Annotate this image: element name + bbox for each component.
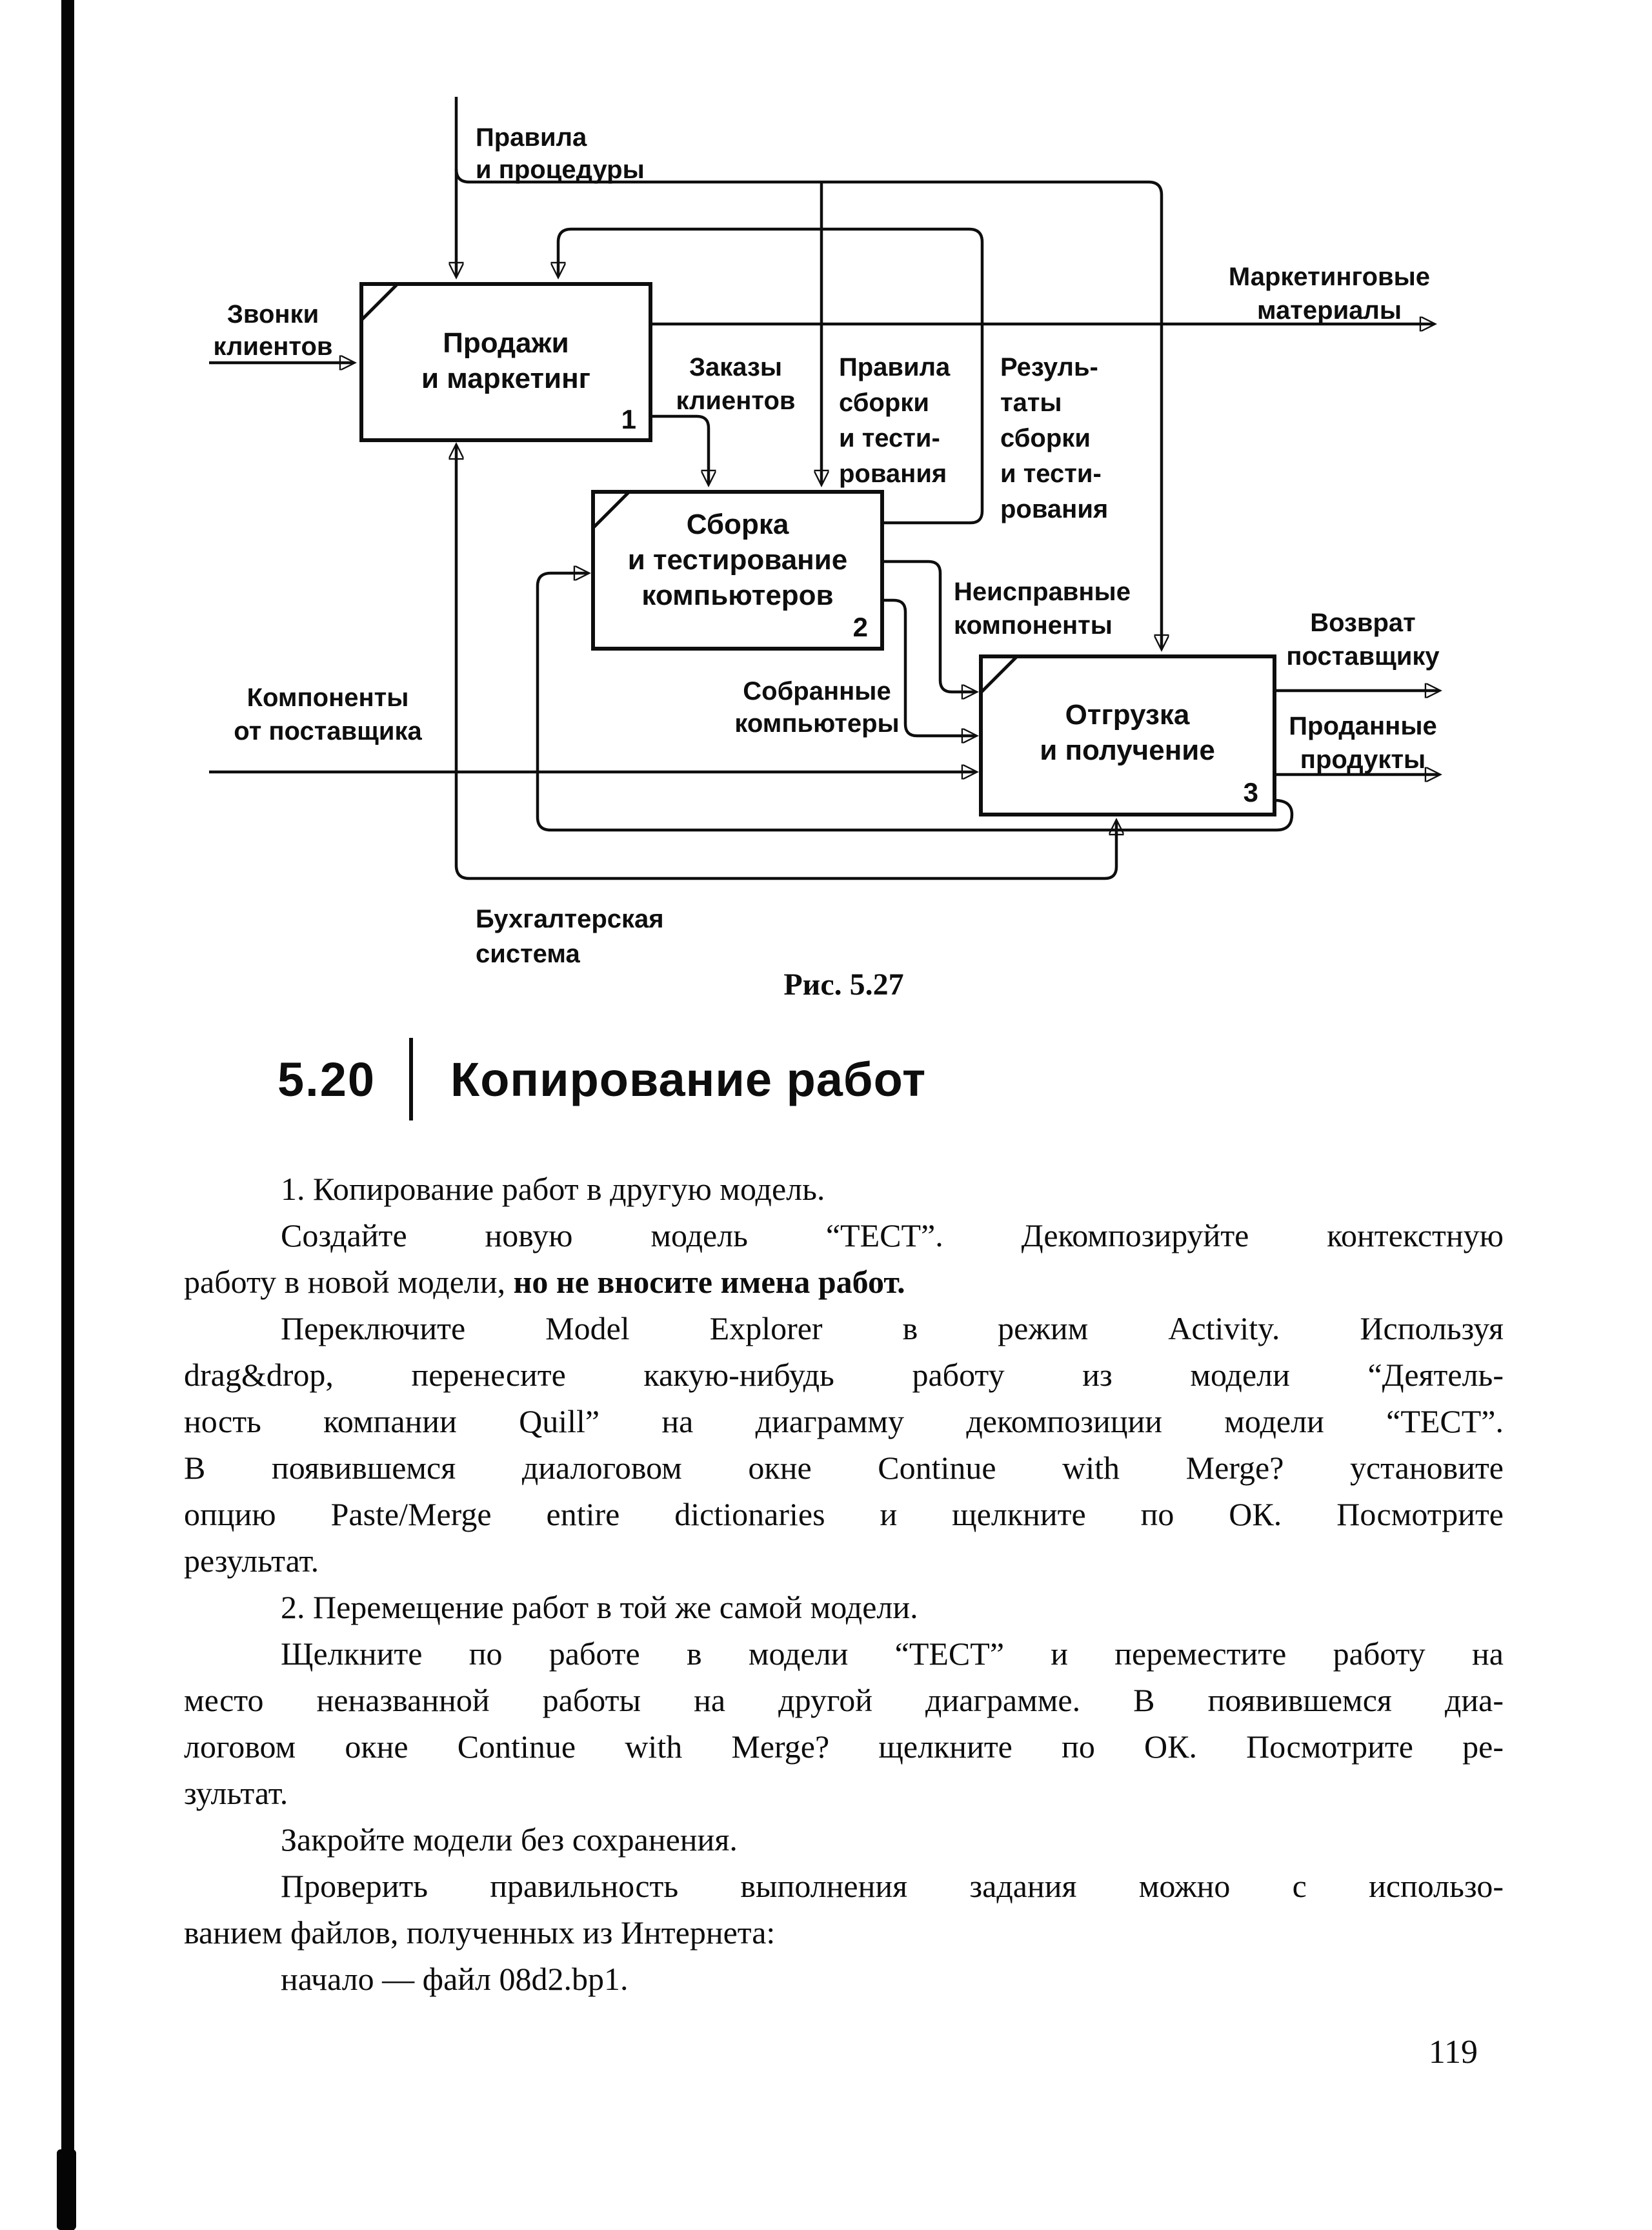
body-line-text: логовом окне Continue with Merge? щелкните по ОК. Посмотрите ре- [184, 1728, 1504, 1765]
box-number: 1 [621, 404, 636, 434]
label-client-calls: Звонки [227, 300, 319, 329]
body-line [184, 1537, 1504, 1584]
body-line-text: В появившемся диалоговом окне Continue with Merge? установите [184, 1450, 1504, 1486]
label-components-from-supplier: Компоненты [247, 684, 409, 712]
body-line [184, 1166, 1504, 1212]
box-assembly-testing-label: компьютеров [641, 580, 834, 611]
box-sales-marketing [361, 284, 650, 440]
label-assembly-rules: рования [839, 460, 947, 488]
label-return-to-supplier: Возврат [1310, 609, 1416, 637]
label-assembly-results: Резуль- [1000, 353, 1098, 381]
label-return-to-supplier: поставщику [1286, 642, 1440, 671]
body-line [184, 1630, 1504, 1677]
label-assembly-results: таты [1000, 389, 1062, 417]
body-line-text: Щелкните по работе в модели “ТЕСТ” и переместите работу на [281, 1636, 1504, 1672]
label-assembly-rules: и тести- [839, 424, 940, 452]
heading-divider [409, 1038, 413, 1120]
body-line-text: результат. [184, 1543, 319, 1579]
label-components-from-supplier: от поставщика [234, 717, 422, 745]
body-line [184, 1444, 1504, 1491]
section-number: 5.20 [277, 1052, 376, 1106]
body-line-text: зультат. [184, 1775, 288, 1811]
body-line [184, 1259, 1504, 1305]
body-line [184, 1212, 1504, 1259]
scan-gutter-bar-foot [57, 2149, 76, 2230]
body-line [184, 1491, 1504, 1537]
page-number: 119 [1428, 2034, 1478, 2071]
label-rules-procedures: и процедуры [476, 156, 645, 184]
body-line [184, 1956, 1504, 2002]
label-assembly-rules: сборки [839, 389, 929, 417]
body-line [184, 1352, 1504, 1398]
body-line-text: Переключите Model Explorer в режим Activity. Используя [281, 1310, 1504, 1346]
label-faulty-components: компоненты [954, 611, 1113, 640]
label-assembled-computers: компьютеры [734, 709, 900, 738]
body-line [184, 1677, 1504, 1723]
body-line [184, 1816, 1504, 1863]
arrow-client-orders [650, 416, 709, 484]
body-line-text: 2. Перемещение работ в той же самой модели. [281, 1589, 918, 1625]
label-assembled-computers: Собранные [743, 677, 891, 705]
body-line-text: Создайте новую модель “ТЕСТ”. Декомпозируйте контекстную [281, 1217, 1504, 1253]
label-marketing-materials: материалы [1257, 296, 1402, 325]
label-faulty-components: Неисправные [954, 578, 1131, 606]
body-line-text: ность компании Quill” на диаграмму декомпозиции модели “ТЕСТ”. [184, 1403, 1504, 1439]
label-client-orders: Заказы [689, 353, 783, 381]
body-line [184, 1305, 1504, 1352]
idef0-diagram [0, 0, 1652, 1007]
label-sold-products: продукты [1300, 745, 1426, 774]
body-line [184, 1863, 1504, 1909]
box-number: 3 [1243, 777, 1258, 807]
body-text [184, 1166, 1504, 2002]
label-assembly-results: и тести- [1000, 460, 1102, 488]
section-heading [277, 1040, 926, 1118]
body-line-text: drag&drop, перенесите какую-нибудь работу из модели “Деятель- [184, 1357, 1504, 1393]
label-accounting-system: система [476, 940, 580, 968]
body-line-text: 1. Копирование работ в другую модель. [281, 1171, 825, 1207]
body-line-text: работу в новой модели, [184, 1264, 514, 1300]
body-line [184, 1398, 1504, 1444]
label-assembly-rules: Правила [839, 353, 951, 381]
label-assembly-results: рования [1000, 495, 1109, 523]
body-line-text: опцию Paste/Merge entire dictionaries и щелкните по ОК. Посмотрите [184, 1496, 1504, 1532]
body-line [184, 1770, 1504, 1816]
box-sales-marketing-label: и маркетинг [421, 363, 591, 394]
figure-caption: Рис. 5.27 [783, 968, 904, 1002]
body-line-bold-text: но не вносите имена работ. [513, 1264, 905, 1300]
label-marketing-materials: Маркетинговые [1228, 263, 1431, 291]
body-line [184, 1723, 1504, 1770]
body-line [184, 1909, 1504, 1956]
body-line-text: ванием файлов, полученных из Интернета: [184, 1914, 776, 1951]
body-line-text: начало — файл 08d2.bp1. [281, 1961, 629, 1997]
box-assembly-testing-label: и тестирование [627, 544, 848, 576]
body-line-text: Закройте модели без сохранения. [281, 1821, 738, 1858]
box-number: 2 [852, 612, 868, 642]
label-client-orders: клиентов [676, 387, 796, 415]
body-line [184, 1584, 1504, 1630]
label-client-calls: клиентов [213, 332, 333, 361]
label-rules-procedures: Правила [476, 123, 587, 152]
label-accounting-system: Бухгалтерская [476, 905, 664, 933]
body-line-text: Проверить правильность выполнения задания можно с использо- [281, 1868, 1504, 1904]
box-assembly-testing-label: Сборка [686, 509, 789, 540]
box-shipping-receiving-label: и получение [1040, 735, 1215, 766]
body-line-text: место неназванной работы на другой диаграмме. В появившемся диа- [184, 1682, 1504, 1718]
section-title: Копирование работ [450, 1052, 927, 1106]
label-sold-products: Проданные [1289, 712, 1437, 740]
box-sales-marketing-label: Продажи [443, 327, 569, 359]
box-shipping-receiving-label: Отгрузка [1065, 699, 1190, 731]
label-assembly-results: сборки [1000, 424, 1091, 452]
